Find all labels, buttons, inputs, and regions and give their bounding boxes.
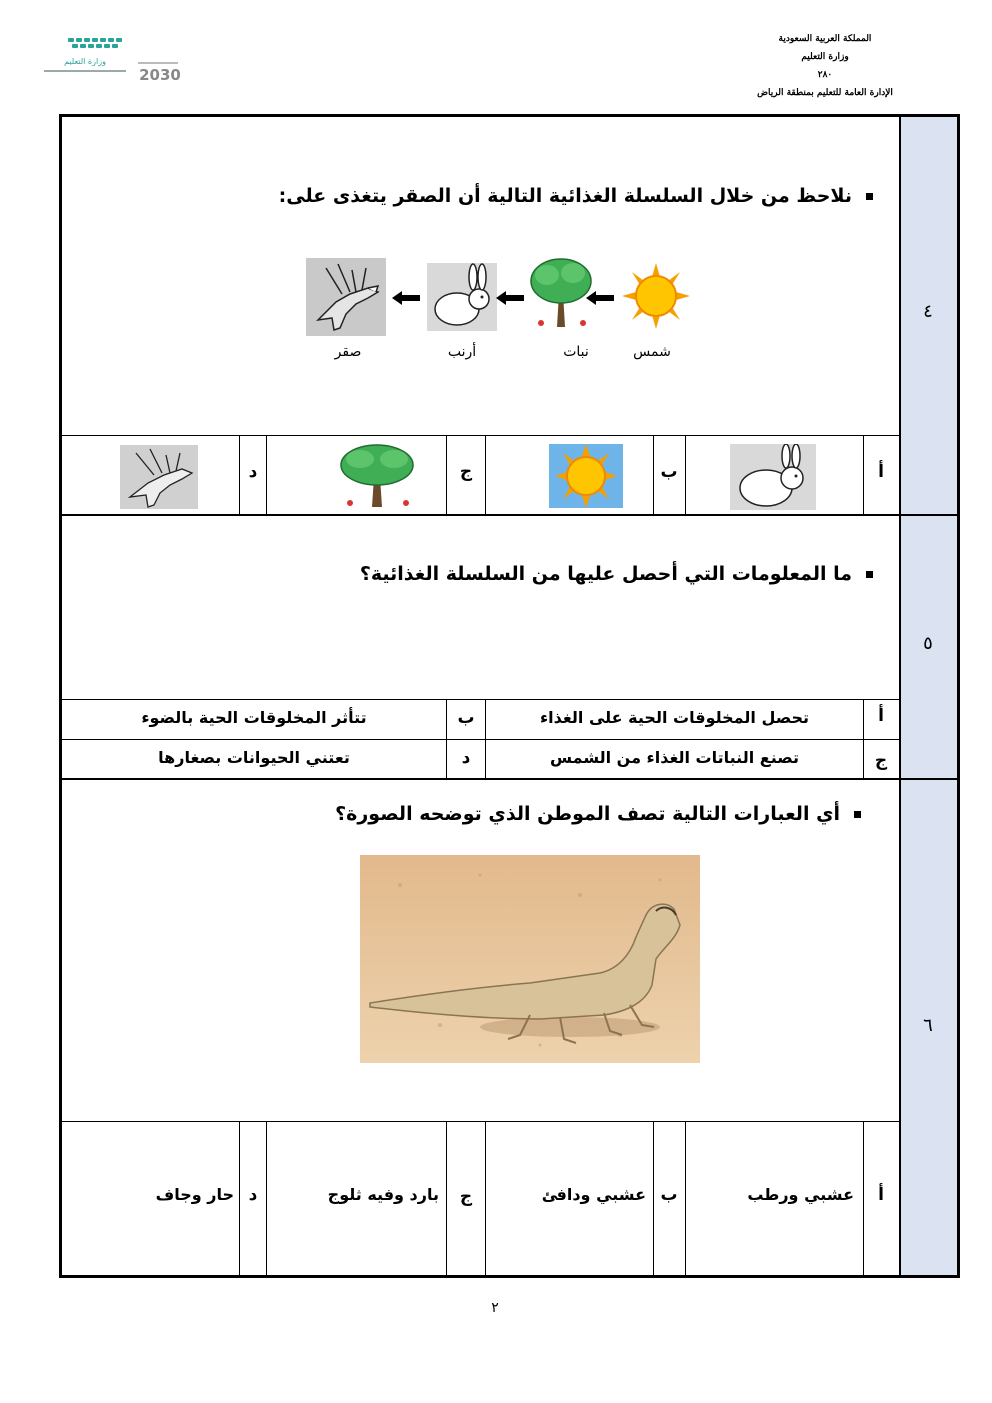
q6-option-b-letter: ب [660,1185,678,1205]
q6-option-c[interactable]: بارد وفيه ثلوج [327,1185,439,1204]
q4-question [279,185,873,207]
arrow-left-icon [392,291,420,305]
vision-logo-text: 2030 [139,66,181,84]
q6-col-line [446,1122,447,1278]
q5-options-row-divider [62,739,900,740]
bullet-icon [866,193,873,200]
q6-option-c-letter: ج [459,1187,473,1207]
vision-2030-logo [134,58,186,86]
bullet-icon [854,811,861,818]
q6-option-a-letter: أ [878,1185,884,1205]
q6-option-d[interactable]: حار وجاف [155,1185,234,1204]
label-falcon: صقر [334,344,362,360]
q6-option-d-letter: د [248,1185,258,1205]
q6-question [335,803,861,825]
label-sun: شمس [633,344,671,360]
q5-col-line [446,700,447,778]
bullet-icon [866,571,873,578]
q4-col-line [685,436,686,514]
q4-option-c-letter: ج [459,462,473,482]
page-number: ٢ [491,1300,499,1316]
food-chain-falcon [306,258,386,336]
q5-option-b-letter: ب [457,708,475,728]
question-number-column [899,117,957,1275]
q4-option-a-letter: أ [878,462,884,482]
question-sheet [59,114,960,1278]
q5-option-c[interactable]: تصنع النباتات الغذاء من الشمس [549,748,800,767]
header-code: ٢٨٠ [817,70,833,80]
q6-options-divider [62,1121,900,1122]
q4-number: ٤ [923,301,933,322]
header-country: المملكة العربية السعودية [778,34,872,44]
q4-option-c-tree[interactable] [336,441,418,509]
q5-number: ٥ [923,633,933,654]
q6-number: ٦ [923,1015,933,1036]
q6-question-text: أي العبارات التالية تصف الموطن الذي توضحه الصورة؟ [335,803,840,825]
q5-option-a-letter: أ [878,706,884,726]
q5-options-divider [62,699,900,700]
q4-col-line [446,436,447,514]
q5-option-a[interactable]: تحصل المخلوقات الحية على الغذاء [539,708,810,727]
q4-option-d-letter: د [248,462,258,482]
q4-col-line [863,436,864,514]
q5-q6-divider [62,778,957,780]
q4-options-divider [62,435,900,436]
label-plant: نبات [563,344,589,360]
food-chain-sun [622,263,690,329]
food-chain-rabbit [427,263,497,331]
ministry-logo [40,36,130,80]
q4-col-line [485,436,486,514]
q5-option-d-letter: د [461,748,471,768]
q5-option-d[interactable]: تعتني الحيوانات بصغارها [158,748,350,767]
q6-option-a[interactable]: عشبي ورطب [747,1185,854,1204]
q4-option-d-falcon[interactable] [120,445,198,509]
q4-q5-divider [62,514,957,516]
school-header [740,30,910,102]
arrow-left-icon [586,291,614,305]
q6-option-b[interactable]: عشبي ودافئ [541,1185,646,1204]
header-directorate: الإدارة العامة للتعليم بمنطقة الرياض [757,88,893,98]
label-rabbit: أرنب [447,344,477,360]
q5-option-b[interactable]: تتأثر المخلوقات الحية بالضوء [141,708,367,727]
desert-lizard-photo [360,855,700,1063]
q4-option-b-sun[interactable] [549,444,623,508]
q5-question [360,563,873,585]
q5-question-text: ما المعلومات التي أحصل عليها من السلسلة الغذائية؟ [359,563,852,585]
header-ministry: وزارة التعليم [801,52,849,62]
food-chain-tree [527,253,595,329]
arrow-left-icon [496,291,524,305]
ministry-logo-text: وزارة التعليم [64,57,106,66]
q4-question-text: نلاحظ من خلال السلسلة الغذائية التالية أن الصقر يتغذى على: [278,185,852,207]
q4-option-a-rabbit[interactable] [730,444,816,510]
q4-option-b-letter: ب [660,462,678,482]
q5-col-line [863,700,864,778]
q5-option-c-letter: ج [874,751,888,771]
q6-col-line [863,1122,864,1278]
